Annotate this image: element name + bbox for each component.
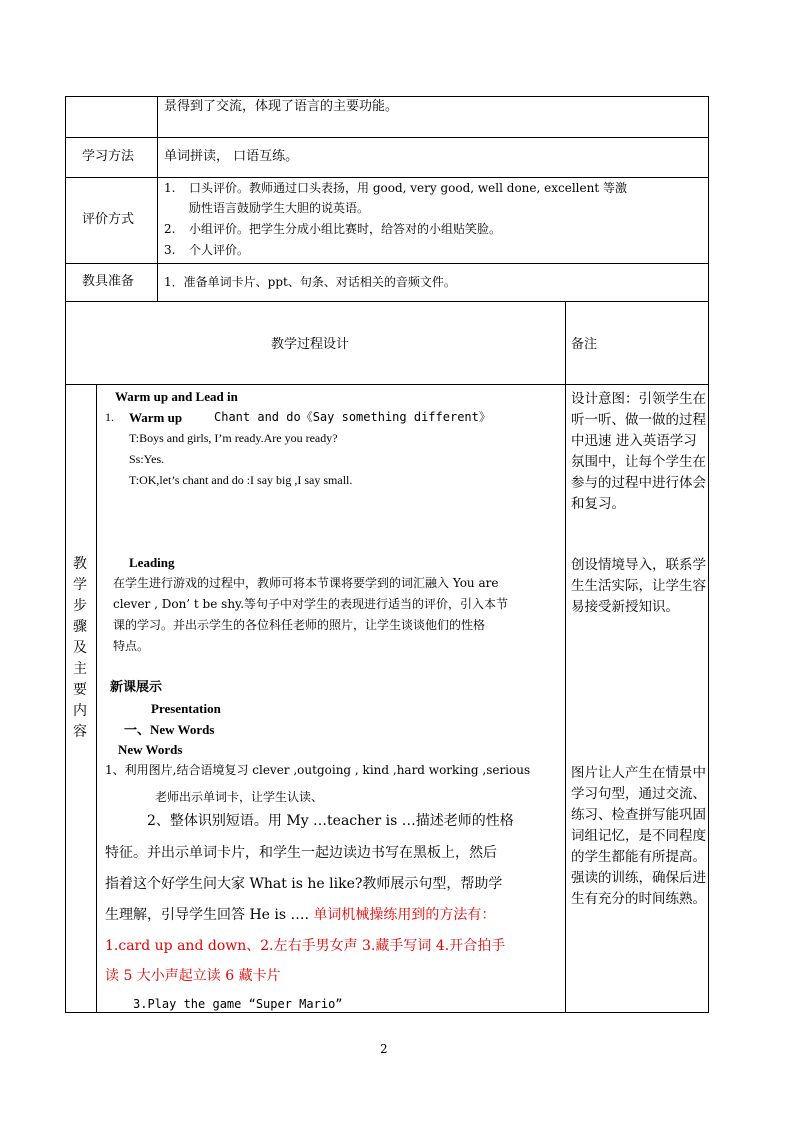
step-2-line: 2、整体识别短语。用 My …teacher is …描述老师的性格 <box>147 813 514 829</box>
leading-line: clever , Don’ t be shy.等句子中对学生的表现进行适当的评价，引入本节 <box>113 597 509 611</box>
step-2-line: 指着这个好学生问大家 What is he like?教师展示句型，帮助学 <box>105 876 503 892</box>
step-3: 3.Play the game “Super Mario” <box>133 997 343 1011</box>
remarks-header: 备注 <box>571 337 598 352</box>
tools-content: 1．准备单词卡片、ppt、句条、对话相关的音频文件。 <box>164 275 456 289</box>
evaluation-item: 小组评价。把学生分成小组比赛时，给答对的小组贴笑脸。 <box>189 222 502 236</box>
dialog-line: Ss:Yes. <box>129 452 165 466</box>
evaluation-label: 评价方式 <box>82 212 135 227</box>
evaluation-item-num: 1. <box>164 181 176 195</box>
drill-methods-line: 读 5 大小声起立读 6 藏卡片 <box>105 968 281 984</box>
new-words-heading: 一、New Words <box>124 722 215 737</box>
page-number: 2 <box>380 1042 388 1056</box>
dialog-line: T:Boys and girls, I’m ready.Are you ready? <box>129 431 338 445</box>
method-content: 单词拼读， 口语互练。 <box>164 149 299 164</box>
process-header: 教学过程设计 <box>271 337 350 352</box>
step-1-detail: 老师出示单词卡，让学生认读、 <box>155 790 324 804</box>
leading-line: 特点。 <box>113 639 150 653</box>
evaluation-item: 个人评价。 <box>189 243 250 257</box>
presentation-title: Presentation <box>151 701 221 716</box>
warm-up-title: Warm up and Lead in <box>115 389 238 404</box>
leading-line: 在学生进行游戏的过程中，教师可将本节课将要学到的词汇融入 You are <box>113 576 499 590</box>
remark-new-words: 图片让人产生在情景中学习句型，通过交流、练习、检查拼写能巩固词组记忆，是不同程度的学生都能有所提高。强读的训练，确保后进生有充分的时间练熟。 <box>571 765 706 907</box>
side-label: 教学步骤及主要内容 <box>73 556 87 740</box>
tools-label: 教具准备 <box>82 274 135 289</box>
step-2-line <box>105 907 495 924</box>
leading-title: Leading <box>129 555 175 570</box>
new-lesson-title: 新课展示 <box>110 680 163 695</box>
method-label: 学习方法 <box>82 149 135 164</box>
step-2-text: 生理解，引导学生回答 He is …. <box>105 907 314 923</box>
evaluation-item-cont: 励性语言鼓励学生大胆的说英语。 <box>189 201 370 215</box>
evaluation-item-num: 2. <box>164 222 176 236</box>
warm-up-chant: Chant and do《Say something different》 <box>214 410 491 424</box>
remark-leading: 创设情境导入，联系学生生活实际，让学生容易接受新授知识。 <box>571 557 706 615</box>
top-line-text: 景得到了交流，体现了语言的主要功能。 <box>164 99 399 114</box>
evaluation-item: 口头评价。教师通过口头表扬，用 good, very good, well done, excellent 等激 <box>189 181 627 195</box>
dialog-line: T:OK,let’s chant and do :I say big ,I say small. <box>129 473 353 487</box>
warm-up-number: 1. <box>105 410 114 424</box>
step-1: 1、利用图片,结合语境复习 clever ,outgoing , kind ,hard working ,serious <box>105 763 531 777</box>
step-2-line: 特征。并出示单词卡片，和学生一起边读边书写在黑板上，然后 <box>105 845 497 861</box>
warm-up-subtitle: Warm up <box>129 410 183 425</box>
remark-warm-up: 设计意图：引领学生在听一听、做一做的过程中迅速 进入英语学习氛围中，让每个学生在参与的过程中进行体会和复习。 <box>571 391 706 512</box>
evaluation-item-num: 3. <box>164 243 176 257</box>
drill-methods-line: 1.card up and down、2.左右手男女声 3.藏手写词 4.开合拍手 <box>105 938 506 954</box>
leading-line: 课的学习。并出示学生的各位科任老师的照片，让学生谈谈他们的性格 <box>113 618 486 632</box>
new-words-subheading: New Words <box>118 742 183 757</box>
drill-methods-title: 单词机械操练用到的方法有： <box>313 907 496 923</box>
